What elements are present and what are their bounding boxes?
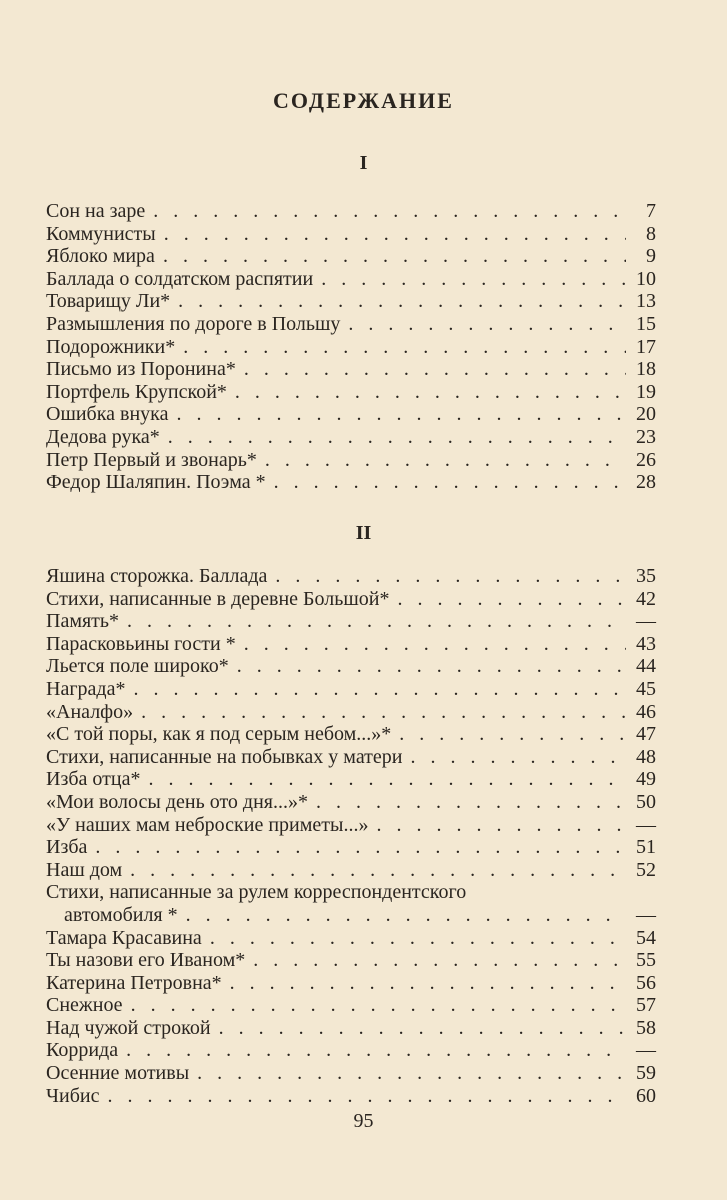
toc-entry (46, 949, 656, 972)
toc-entry (46, 449, 656, 472)
toc-entry-page: 51 (636, 836, 656, 859)
toc-entry (46, 245, 656, 268)
toc-entry (46, 1039, 656, 1062)
toc-entry-page: 60 (636, 1084, 656, 1107)
dot-leader (202, 927, 626, 950)
dot-leader (391, 723, 626, 746)
section-numeral-1: I (359, 152, 368, 174)
toc-entry (46, 791, 656, 814)
toc-entry-title: Дедова рука* (46, 425, 160, 448)
toc-entry (46, 313, 656, 336)
toc-entry (46, 814, 656, 837)
dot-leader (236, 358, 626, 381)
toc-entry (46, 768, 656, 791)
dot-leader (236, 633, 626, 656)
toc-entry (46, 358, 656, 381)
toc-entry-title: Парасковьины гости * (46, 632, 236, 655)
toc-entry-title: Осенние мотивы (46, 1062, 190, 1085)
toc-entry-page: 57 (636, 994, 656, 1017)
toc-entry (46, 927, 656, 950)
toc-entry-title: Стихи, написанные в деревне Большой* (46, 587, 390, 610)
toc-entry-title: Изба отца* (46, 768, 141, 791)
toc-entry (46, 881, 656, 904)
dot-leader (257, 449, 626, 472)
dot-leader (403, 746, 627, 769)
toc-entry-title: Коррида (46, 1039, 119, 1062)
toc-entry (46, 336, 656, 359)
toc-entry-title: Ты назови его Иваном* (46, 949, 246, 972)
dot-leader (155, 245, 626, 268)
toc-entry-page: 43 (636, 632, 656, 655)
toc-entry-page: 9 (646, 245, 656, 268)
toc-entry-page: 13 (636, 290, 656, 313)
toc-entry-title: «С той поры, как я под серым небом...»* (46, 723, 392, 746)
toc-entry-title: Яшина сторожка. Баллада (46, 565, 268, 587)
toc-entry (46, 994, 656, 1017)
toc-entry-page: 59 (636, 1062, 656, 1085)
dot-leader (189, 1062, 626, 1085)
dot-leader (168, 403, 626, 426)
toc-entry (46, 701, 656, 724)
toc-entry-title: Награда* (46, 677, 126, 700)
dot-leader (368, 814, 626, 837)
toc-entry-page: 10 (636, 267, 656, 290)
dot-leader (119, 610, 626, 633)
toc-entry-title: «У наших мам неброские приметы...» (46, 813, 369, 836)
dot-leader (178, 904, 626, 927)
toc-entry-title: Стихи, написанные на побывках у матери (46, 745, 403, 768)
toc-entry-title: Катерина Петровна* (46, 971, 222, 994)
toc-entry-page: 48 (636, 745, 656, 768)
toc-entry (46, 1062, 656, 1085)
toc-entry-page: 44 (636, 655, 656, 678)
dot-leader (87, 836, 626, 859)
toc-entry (46, 633, 656, 656)
dot-leader (211, 1017, 626, 1040)
toc-entry-page: 52 (636, 858, 656, 881)
dot-leader (267, 565, 626, 588)
section-numeral-2: II (355, 522, 372, 544)
toc-entry-title: Портфель Крупской* (46, 380, 227, 403)
toc-entry (46, 1017, 656, 1040)
toc-entry (46, 746, 656, 769)
toc-list-section-2 (46, 565, 656, 1107)
toc-entry-title: Сон на заре (46, 200, 146, 222)
toc-entry-page: 58 (636, 1016, 656, 1039)
toc-entry (46, 723, 656, 746)
toc-entry-page: 8 (646, 222, 656, 245)
toc-entry-page: 49 (636, 768, 656, 791)
toc-entry-title: Льется поле широко* (46, 655, 229, 678)
toc-entry-page: 56 (636, 971, 656, 994)
toc-entry-page: 23 (636, 425, 656, 448)
toc-entry (46, 678, 656, 701)
toc-entry (46, 471, 656, 494)
toc-entry-title: Над чужой строкой (46, 1016, 211, 1039)
toc-entry-page: 26 (636, 448, 656, 471)
toc-entry-title: Подорожники* (46, 335, 176, 358)
toc-entry-page: 20 (636, 403, 656, 426)
toc-entry-title: Чибис (46, 1084, 100, 1107)
toc-entry-title: Снежное (46, 994, 123, 1017)
toc-entry (46, 588, 656, 611)
toc-entry (46, 290, 656, 313)
toc-entry-title: Размышления по дороге в Польшу (46, 312, 341, 335)
dot-leader (313, 268, 626, 291)
toc-entry (46, 565, 656, 588)
dot-leader (266, 471, 626, 494)
toc-entry (46, 836, 656, 859)
toc-entry-page: 18 (636, 358, 656, 381)
dot-leader (229, 655, 626, 678)
toc-entry-title: Коммунисты (46, 222, 156, 245)
dot-leader (145, 200, 626, 223)
toc-entry (46, 381, 656, 404)
dot-leader (390, 588, 627, 611)
toc-entry-page: 45 (636, 677, 656, 700)
toc-entry-title: Федор Шаляпин. Поэма * (46, 471, 266, 494)
toc-entry-title: Тамара Красавина (46, 926, 202, 949)
toc-entry-page: 19 (636, 380, 656, 403)
toc-entry (46, 859, 656, 882)
toc-entry-page: 15 (636, 312, 656, 335)
toc-entry (46, 403, 656, 426)
toc-entry-title: Наш дом (46, 858, 123, 881)
dot-leader (222, 972, 626, 995)
toc-entry-title: Письмо из Поронина* (46, 358, 236, 381)
toc-entry-title: Память* (46, 610, 120, 633)
toc-entry-page: — (636, 813, 656, 836)
toc-entry-title: Изба (46, 836, 88, 859)
toc-entry (46, 223, 656, 246)
toc-entry-page: 54 (636, 926, 656, 949)
toc-entry-page: 55 (636, 949, 656, 972)
toc-entry-page: 46 (636, 700, 656, 723)
toc-entry-title: «Аналфо» (46, 700, 134, 723)
toc-entry (46, 655, 656, 678)
toc-entry-page: 47 (636, 723, 656, 746)
toc-entry-page: — (636, 903, 656, 926)
dot-leader (123, 994, 626, 1017)
toc-entry (46, 268, 656, 291)
toc-entry-page: — (636, 610, 656, 633)
toc-entry-title: Стихи, написанные за рулем корреспондентского (46, 881, 467, 904)
toc-entry-title: Яблоко мира (46, 245, 155, 268)
dot-leader (122, 859, 626, 882)
toc-entry (46, 904, 656, 927)
dot-leader (140, 768, 626, 791)
dot-leader (125, 678, 626, 701)
dot-leader (175, 336, 626, 359)
toc-entry-page: 28 (636, 471, 656, 494)
page-number: 95 (353, 1110, 374, 1132)
toc-entry (46, 972, 656, 995)
toc-entry-title: Петр Первый и звонарь* (46, 448, 257, 471)
toc-entry-title: «Мои волосы день ото дня...»* (46, 790, 308, 813)
toc-entry-page: 17 (636, 335, 656, 358)
toc-entry (46, 426, 656, 449)
toc-entry-page: 35 (636, 565, 656, 587)
dot-leader (160, 426, 626, 449)
dot-leader (133, 701, 626, 724)
dot-leader (118, 1039, 626, 1062)
toc-entry-page: 7 (646, 200, 656, 222)
toc-entry-title: Товарищу Ли* (46, 290, 171, 313)
dot-leader (340, 313, 626, 336)
toc-entry-page: — (636, 1039, 656, 1062)
dot-leader (227, 381, 626, 404)
toc-entry-title: Ошибка внука (46, 403, 169, 426)
toc-entry-page: 42 (636, 587, 656, 610)
toc-entry (46, 610, 656, 633)
toc-entry-title: Баллада о солдатском распятии (46, 267, 314, 290)
toc-entry-title: автомобиля * (64, 903, 178, 926)
page-title: СОДЕРЖАНИЕ (273, 88, 454, 113)
dot-leader (245, 949, 626, 972)
toc-entry (46, 200, 656, 223)
dot-leader (170, 290, 626, 313)
dot-leader (99, 1085, 626, 1108)
toc-entry (46, 1085, 656, 1108)
dot-leader (156, 223, 626, 246)
toc-list-section-1 (46, 200, 656, 494)
toc-entry-page: 50 (636, 790, 656, 813)
dot-leader (308, 791, 626, 814)
